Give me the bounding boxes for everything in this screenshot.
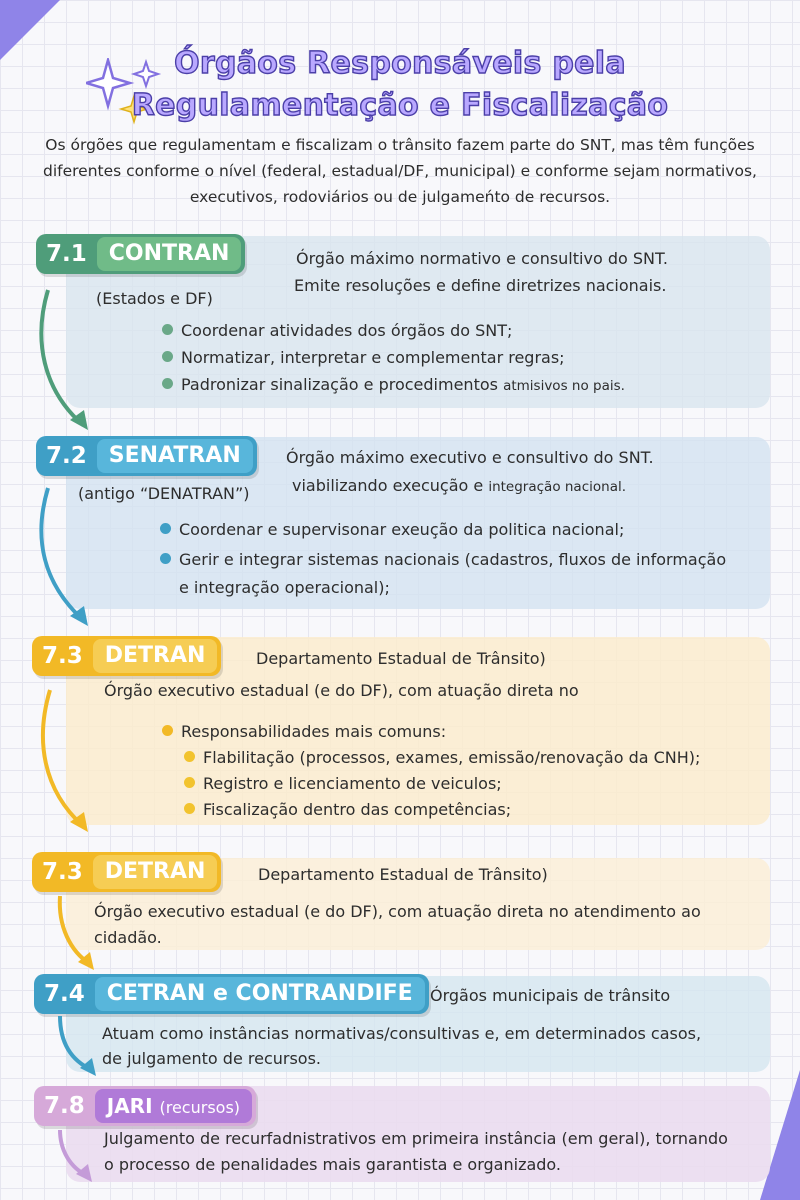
bullet-icon [160, 553, 171, 564]
page-title-line2: Regulamentação e Fiscalização [131, 88, 669, 123]
list-item: Fiscalização dentro das competências; [184, 797, 511, 823]
section-desc: Órgão máximo executivo e consultivo do SNT. [286, 448, 654, 467]
section-badge-cetran [34, 974, 429, 1014]
section-badge-contran [36, 234, 245, 274]
list-item: Normatizar, interpretar e complementar regras; [162, 345, 565, 371]
section-subtitle: (Estados e DF) [96, 289, 213, 308]
list-item: Registro e licenciamento de veiculos; [184, 771, 502, 797]
arrow-icon [38, 690, 98, 840]
section-desc: Órgão executivo estadual (e do DF), com atuação direta no [104, 681, 579, 700]
section-desc: viabilizando execução e integração nacional. [292, 476, 627, 495]
section-label: CETRAN e CONTRANDIFE [95, 977, 425, 1011]
bullet-icon [162, 725, 173, 736]
section-desc: Órgão máximo normativo e consultivo do SNT. [296, 249, 668, 268]
section-badge-detran [32, 636, 221, 676]
intro-text: Os órgões que regulamentam e fiscalizam o trânsito fazem parte do SNT, mas têm funções diferentes conforme o nível (federal, estadual/DF, municipal) e conforme sejam normativos, executivos, rodoviários ou de julgameńto de recursos. [43, 136, 757, 206]
section-badge-jari [34, 1086, 256, 1126]
bullet-icon [184, 777, 195, 788]
bullet-icon [184, 751, 195, 762]
arrow-icon [38, 290, 98, 440]
section-desc: Órgão executivo estadual (e do DF), com atuação direta no atendimento ao [94, 902, 701, 921]
bullet-icon [162, 378, 173, 389]
list-item: Responsabilidades mais comuns: [162, 719, 446, 745]
arrow-icon [38, 488, 98, 636]
list-item: Flabilitação (processos, exames, emissão/renovação da CNH); [184, 745, 700, 771]
section-desc: o processo de penalidades mais garantista e organizado. [104, 1155, 562, 1174]
section-number: 7.3 [42, 643, 83, 669]
section-subtitle: (antigo “DENATRAN”) [78, 484, 250, 503]
list-item: Gerir e integrar sistemas nacionais (cadastros, fluxos de informação [160, 547, 726, 573]
section-label: JARI (recursos) [95, 1089, 252, 1123]
list-item: e integração operacional); [179, 578, 390, 597]
section-badge-senatran [36, 436, 257, 476]
bullet-icon [162, 324, 173, 335]
section-desc: cidadão. [94, 928, 162, 947]
section-label: CONTRAN [97, 237, 242, 271]
bullet-icon [162, 351, 173, 362]
list-item: Padronizar sinalização e procedimentos atmisivos no pais. [162, 372, 625, 399]
section-label: DETRAN [93, 855, 218, 889]
section-desc: Atuam como instâncias normativas/consultivas e, em determinados casos, [102, 1024, 702, 1043]
section-label: DETRAN [93, 639, 218, 673]
page-title-line1: Órgãos Responsáveis pela [174, 46, 626, 81]
arrow-icon [58, 1130, 98, 1186]
section-desc: Departamento Estadual de Trânsito) [256, 649, 546, 668]
section-desc: Emite resoluções e define diretrizes nacionais. [294, 276, 667, 295]
section-desc: Órgãos municipais de trânsito [430, 986, 671, 1005]
arrow-icon [56, 1016, 106, 1080]
section-desc: Julgamento de recurfadnistrativos em primeira instância (em geral), tornando [104, 1129, 728, 1148]
bullet-icon [160, 523, 171, 534]
section-number: 7.4 [44, 981, 85, 1007]
section-desc: Departamento Estadual de Trânsito) [258, 865, 548, 884]
list-item: Coordenar atividades dos órgãos do SNT; [162, 318, 512, 344]
section-number: 7.2 [46, 443, 87, 469]
list-item: Coordenar e supervisonar exeução da politica nacional; [160, 517, 624, 543]
bullet-icon [184, 803, 195, 814]
section-label: SENATRAN [97, 439, 253, 473]
section-number: 7.1 [46, 241, 87, 267]
section-badge-detran-2 [32, 852, 221, 892]
section-number: 7.8 [44, 1093, 85, 1119]
arrow-icon [54, 896, 104, 976]
section-number: 7.3 [42, 859, 83, 885]
section-desc: de julgamento de recursos. [102, 1049, 322, 1068]
